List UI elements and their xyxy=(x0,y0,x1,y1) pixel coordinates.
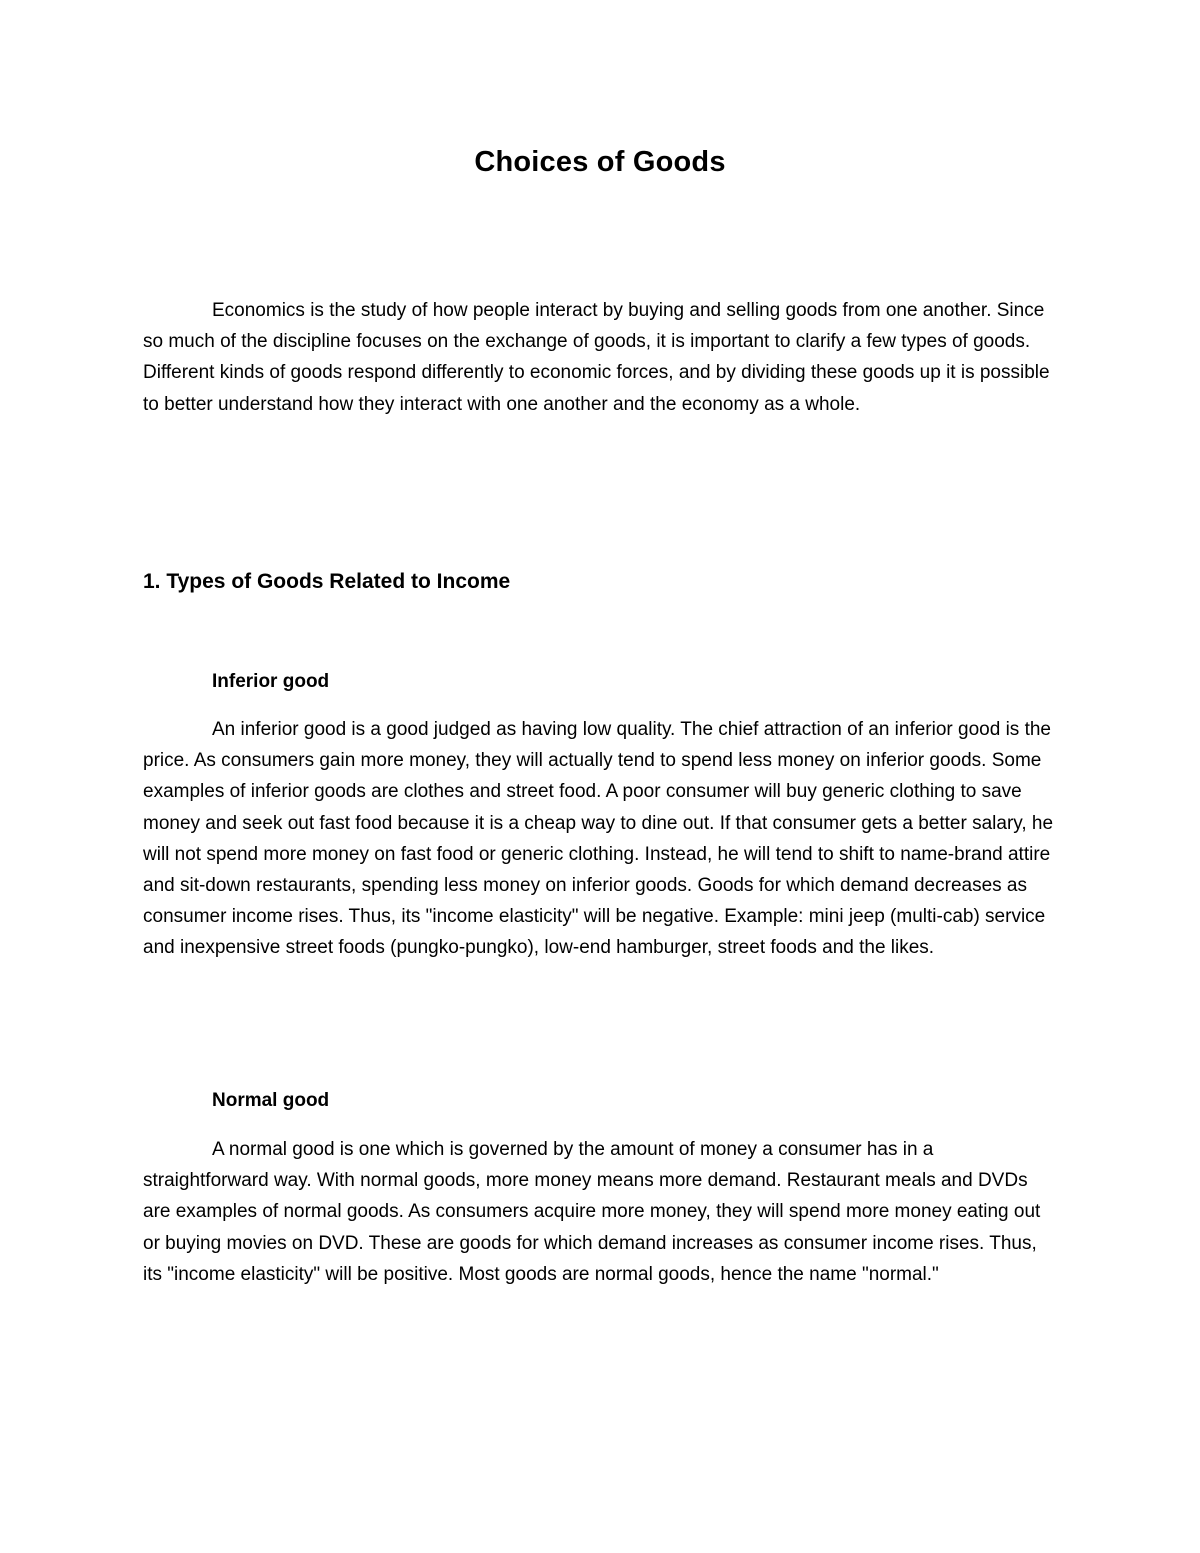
inferior-good-paragraph: An inferior good is a good judged as having low quality. The chief attraction of an inferior good is the price. As consumers gain more money, they will actually tend to spend less money on inferior goods. Some examples of inferior goods are clothes and street food. A poor consumer will buy generic clothing to save money and seek out fast food because it is a cheap way to dine out. If that consumer gets a better salary, he will not spend more money on fast food or generic clothing. Instead, he will tend to shift to name-brand attire and sit-down restaurants, spending less money on inferior goods. Goods for which demand decreases as consumer income rises. Thus, its "income elasticity" will be negative. Example: mini jeep (multi-cab) service and inexpensive street foods (pungko-pungko), low-end hamburger, street foods and the likes. xyxy=(143,719,1054,959)
section-heading-types-of-goods: 1. Types of Goods Related to Income xyxy=(143,570,511,593)
subheading-inferior-good: Inferior good xyxy=(212,671,330,692)
normal-good-paragraph: A normal good is one which is governed by the amount of money a consumer has in a straightforward way. With normal goods, more money means more demand. Restaurant meals and DVDs are examples of normal goods. As consumers acquire more money, they will spend more money eating out or buying movies on DVD. These are goods for which demand increases as consumer income rises. Thus, its "income elasticity" will be positive. Most goods are normal goods, hence the name "normal." xyxy=(143,1139,1041,1285)
document-title: Choices of Goods xyxy=(474,146,726,178)
intro-paragraph: Economics is the study of how people interact by buying and selling goods from one another. Since so much of the discipline focuses on the exchange of goods, it is important to clarify a few types of goods. Different kinds of goods respond differently to economic forces, and by dividing these goods up it is possible to better understand how they interact with one another and the economy as a whole. xyxy=(143,300,1050,415)
subheading-normal-good: Normal good xyxy=(212,1090,330,1111)
